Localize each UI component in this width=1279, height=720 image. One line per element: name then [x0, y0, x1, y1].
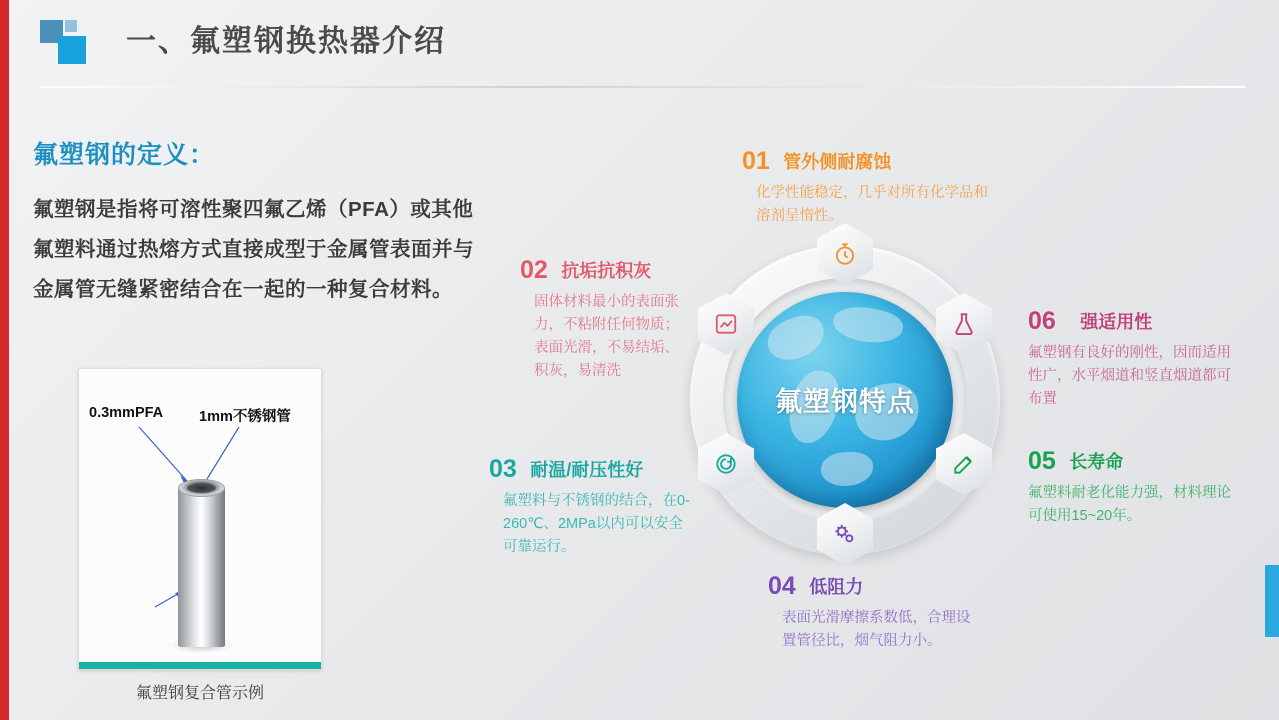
- feature-title: 抗垢抗积灰: [561, 261, 652, 281]
- feature-body: 氟塑钢有良好的刚性，因而适用性广，水平烟道和竖直烟道都可布置: [1028, 345, 1231, 407]
- photo-label-pfa: 0.3mmPFA: [89, 405, 164, 421]
- slide-header: [0, 0, 1279, 82]
- feature-title: 强适用性: [1080, 312, 1153, 332]
- feature-num: 03: [489, 455, 517, 483]
- definition-title: 氟塑钢的定义：: [33, 141, 216, 169]
- features-wheel: [690, 245, 1000, 555]
- feature-item-06: [1028, 307, 1243, 411]
- feature-num: 05: [1028, 447, 1056, 475]
- left-red-bar: [0, 0, 9, 720]
- feature-item-05: [1028, 447, 1233, 528]
- feature-body: 表面光滑摩擦系数低，合理设置管径比，烟气阻力小。: [782, 610, 971, 649]
- page-title: 一、氟塑钢换热器介绍: [126, 25, 446, 58]
- feature-body: 氟塑料与不锈钢的结合，在0-260℃、2MPa以内可以安全可靠运行。: [503, 493, 690, 555]
- feature-title: 长寿命: [1069, 452, 1124, 472]
- photo-caption: 氟塑钢复合管示例: [135, 685, 264, 702]
- feature-body: 化学性能稳定，几乎对所有化学品和溶剂呈惰性。: [756, 185, 988, 224]
- photo-bottom-strip: [79, 662, 321, 669]
- feature-item-03: [489, 455, 694, 559]
- feature-num: 04: [768, 572, 796, 600]
- right-blue-accent: [1265, 565, 1279, 637]
- feature-body: 氟塑料耐老化能力强，材料理论可使用15~20年。: [1028, 485, 1231, 524]
- wheel-center-label: 氟塑钢特点: [775, 387, 915, 417]
- tube-body: [178, 487, 225, 647]
- feature-item-01: [742, 147, 992, 228]
- feature-title: 管外侧耐腐蚀: [783, 152, 892, 172]
- globe-graphic: [737, 292, 953, 508]
- composite-tube-photo: [78, 368, 322, 670]
- feature-title: 低阻力: [809, 577, 864, 597]
- tube-bore: [187, 483, 216, 493]
- feature-num: 02: [520, 256, 548, 284]
- photo-label-steel: 1mm不锈钢管: [199, 409, 291, 425]
- squares-logo-icon: [40, 20, 102, 64]
- feature-num: 01: [742, 147, 770, 175]
- feature-item-04: [768, 572, 983, 653]
- feature-title: 耐温/耐压性好: [530, 460, 644, 480]
- definition-body: 氟塑钢是指将可溶性聚四氟乙烯（PFA）或其他氟塑料通过热熔方式直接成型于金属管表面并与金属管无缝紧密结合在一起的一种复合材料。: [33, 198, 474, 301]
- feature-num: 06: [1028, 307, 1056, 335]
- feature-body: 固体材料最小的表面张力，不粘附任何物质；表面光滑，不易结垢、积灰，易清洗: [534, 294, 679, 379]
- header-divider: [40, 86, 1245, 88]
- feature-item-02: [520, 256, 690, 383]
